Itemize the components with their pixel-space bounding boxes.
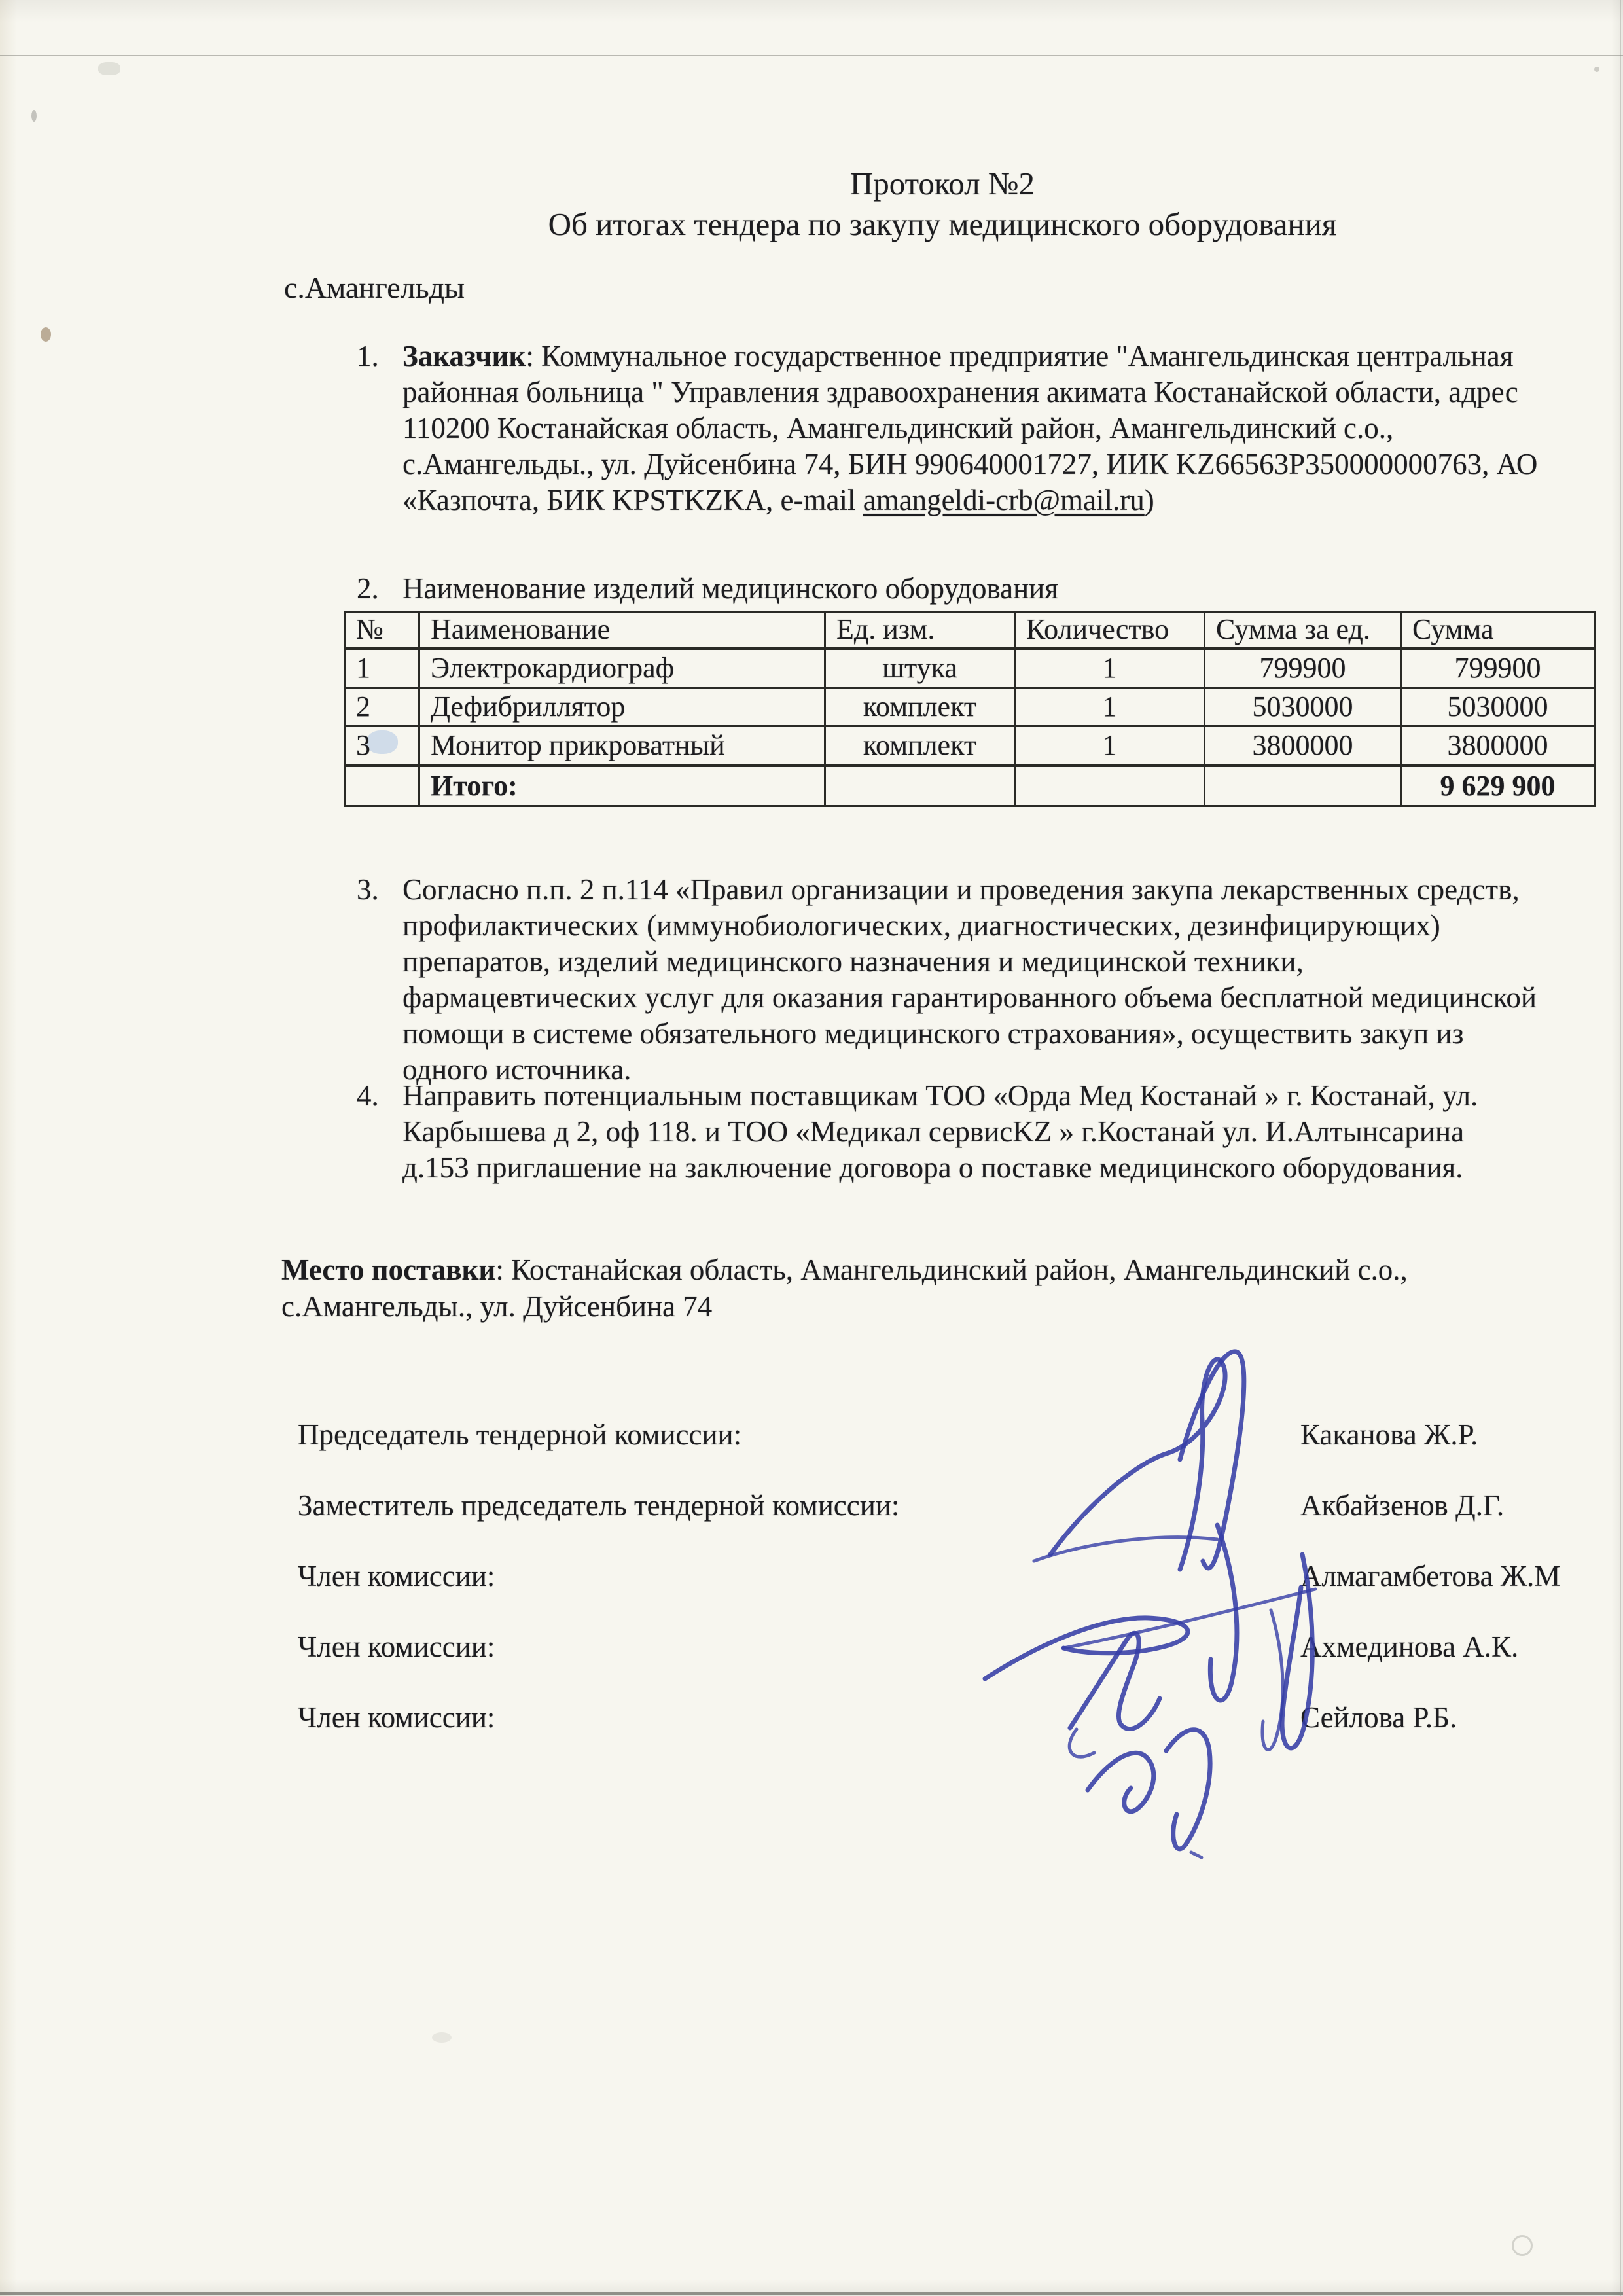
cell-num: 2 bbox=[345, 688, 419, 726]
cell-name: Монитор прикроватный bbox=[419, 726, 825, 766]
cell-unit: штука bbox=[825, 649, 1015, 688]
customer-line-3: 110200 Костанайская область, Амангельдинский район, Амангельдинский с.о., bbox=[402, 412, 1394, 444]
cell-empty bbox=[345, 766, 419, 806]
header-cell-name: Наименование bbox=[419, 612, 825, 649]
signature-role-label: Председатель тендерной комиссии: bbox=[298, 1418, 742, 1451]
signature-ink-deputy bbox=[985, 1525, 1315, 1700]
suppliers-line: д.153 приглашение на заключение договора о поставке медицинского оборудования. bbox=[402, 1151, 1463, 1184]
signature-role-label: Член комиссии: bbox=[298, 1560, 495, 1592]
header-cell-unit-sum: Сумма за ед. bbox=[1205, 612, 1401, 649]
cell-empty bbox=[1015, 766, 1205, 806]
list-number: 1. bbox=[357, 340, 379, 372]
signature-name: Акбайзенов Д.Г. bbox=[1300, 1489, 1505, 1522]
table-row bbox=[345, 649, 1595, 688]
cell-unit: комплект bbox=[825, 688, 1015, 726]
customer-line-4: с.Амангельды., ул. Дуйсенбина 74, БИН 990640001727, ИИК KZ66563P350000000763, АО bbox=[402, 448, 1538, 480]
customer-line-1: Заказчик: Коммунальное государственное предприятие "Амангельдинская центральная bbox=[402, 340, 1514, 372]
signature-role-label: Заместитель председатель тендерной комиссии: bbox=[298, 1489, 900, 1522]
cell-qty: 1 bbox=[1015, 649, 1205, 688]
cell-unit-sum: 3800000 bbox=[1205, 726, 1401, 766]
signature-ink bbox=[936, 1329, 1394, 1957]
total-value-cell: 9 629 900 bbox=[1401, 766, 1595, 806]
rules-line: фармацевтических услуг для оказания гарантированного объема бесплатной медицинской bbox=[402, 981, 1537, 1014]
cell-sum: 3800000 bbox=[1401, 726, 1595, 766]
suppliers-line: Карбышева д 2, оф 118. и ТОО «Медикал сервисKZ » г.Костанай ул. И.Алтынсарина bbox=[402, 1115, 1465, 1148]
signature-role-label: Член комиссии: bbox=[298, 1630, 495, 1663]
document-title bbox=[281, 164, 1603, 245]
cell-unit-sum: 5030000 bbox=[1205, 688, 1401, 726]
list-number: 2. bbox=[357, 572, 379, 605]
signature-name: Алмагамбетова Ж.М bbox=[1300, 1560, 1561, 1592]
total-label-cell: Итого: bbox=[419, 766, 825, 806]
title-line-2: Об итогах тендера по закупу медицинского оборудования bbox=[548, 206, 1337, 242]
paper-speckle bbox=[1512, 2235, 1533, 2256]
signature-name: Сейлова Р.Б. bbox=[1300, 1701, 1457, 1734]
signature-ink-member-1 bbox=[1262, 1554, 1312, 1749]
cell-qty: 1 bbox=[1015, 688, 1205, 726]
rules-line: Согласно п.п. 2 п.114 «Правил организации и проведения закупа лекарственных средств, bbox=[402, 873, 1520, 906]
cell-sum: 799900 bbox=[1401, 649, 1595, 688]
equipment-table bbox=[344, 611, 1596, 807]
cell-unit-sum: 799900 bbox=[1205, 649, 1401, 688]
table-row bbox=[345, 688, 1595, 726]
customer-line-2: районная больница " Управления здравоохранения акимата Костанайской области, адрес bbox=[402, 376, 1518, 408]
list-item-4-suppliers bbox=[0, 1078, 1623, 1186]
signature-role-label: Член комиссии: bbox=[298, 1701, 495, 1734]
title-line-1: Протокол №2 bbox=[849, 166, 1035, 202]
signature-name: Ахмединова А.К. bbox=[1300, 1630, 1519, 1663]
customer-line-5: «Казпочта, БИК KPSTKZKA, e-mail amangeldi-crb@mail.ru) bbox=[402, 484, 1154, 516]
suppliers-line: Направить потенциальным поставщикам ТОО «Орда Мед Костанай » г. Костанай, ул. bbox=[402, 1079, 1478, 1112]
paper-speckle bbox=[432, 2032, 452, 2043]
rules-line: помощи в системе обязательного медицинского страхования», осуществить закуп из bbox=[402, 1017, 1464, 1050]
cell-name: Электрокардиограф bbox=[419, 649, 825, 688]
email-text: amangeldi-crb@mail.ru bbox=[863, 484, 1145, 516]
table-row bbox=[345, 726, 1595, 766]
customer-label: Заказчик bbox=[402, 340, 526, 372]
list-item-2-heading bbox=[0, 571, 1623, 607]
list-item-1-customer bbox=[0, 338, 1623, 518]
cell-num: 1 bbox=[345, 649, 419, 688]
signature-ink-chairman bbox=[1034, 1352, 1244, 1570]
cell-unit: комплект bbox=[825, 726, 1015, 766]
delivery-place bbox=[281, 1251, 1544, 1325]
signature-ink-member-3 bbox=[1088, 1730, 1210, 1857]
delivery-line-1: Место поставки: Костанайская область, Амангельдинский район, Амангельдинский с.о., bbox=[281, 1253, 1408, 1286]
rules-line: одного источника. bbox=[402, 1053, 632, 1086]
table-heading-text: Наименование изделий медицинского оборудования bbox=[402, 572, 1058, 605]
cell-sum: 5030000 bbox=[1401, 688, 1595, 726]
list-item-3-rules bbox=[0, 872, 1623, 1088]
table-header-row bbox=[345, 612, 1595, 649]
table-total-row bbox=[345, 766, 1595, 806]
delivery-line-2: с.Амангельды., ул. Дуйсенбина 74 bbox=[281, 1290, 713, 1323]
rules-line: профилактических (иммунобиологических, диагностических, дезинфицирующих) bbox=[402, 909, 1440, 942]
header-cell-sum: Сумма bbox=[1401, 612, 1595, 649]
cell-qty: 1 bbox=[1015, 726, 1205, 766]
list-number: 4. bbox=[357, 1079, 379, 1112]
header-cell-qty: Количество bbox=[1015, 612, 1205, 649]
cell-empty bbox=[825, 766, 1015, 806]
header-cell-num: № bbox=[345, 612, 419, 649]
scan-edge-top bbox=[0, 55, 1623, 56]
header-cell-unit: Ед. изм. bbox=[825, 612, 1015, 649]
location-line: с.Амангельды bbox=[284, 271, 465, 304]
list-number: 3. bbox=[357, 873, 379, 906]
delivery-label: Место поставки bbox=[281, 1253, 496, 1286]
cell-name: Дефибриллятор bbox=[419, 688, 825, 726]
cell-empty bbox=[1205, 766, 1401, 806]
paper-speckle bbox=[1594, 67, 1599, 72]
scan-edge-bottom bbox=[0, 2292, 1623, 2295]
cell-num: 3 bbox=[345, 726, 419, 766]
paper-speckle bbox=[98, 62, 120, 75]
paper-speckle bbox=[31, 110, 37, 122]
rules-line: препаратов, изделий медицинского назначения и медицинской техники, bbox=[402, 945, 1304, 978]
signature-name: Каканова Ж.Р. bbox=[1300, 1418, 1478, 1451]
